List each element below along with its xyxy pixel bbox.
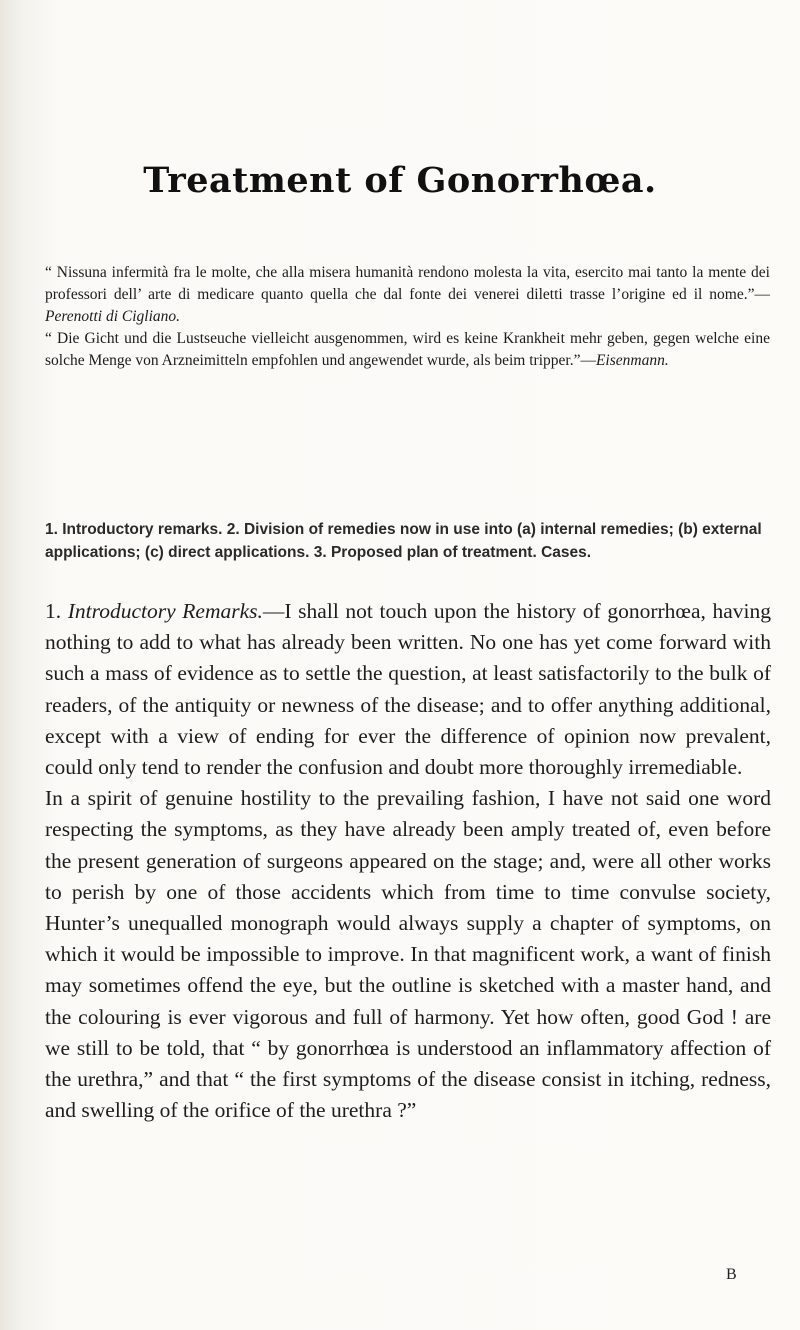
epigraph-german — [45, 328, 770, 372]
paragraph — [45, 596, 771, 783]
section-number: 1. — [45, 599, 62, 623]
chapter-summary: 1. Introductory remarks. 2. Division of remedies now in use into (a) internal remedies; (b) external applications; (c) direct applications. 3. Proposed plan of treatment. Cases. — [45, 521, 762, 561]
epigraph-text: “ Die Gicht und die Lustseuche vielleicht ausgenommen, wird es keine Krankheit mehr geben, gegen welche eine solche Menge von Arzneimitteln empfohlen und angewendet wurde, als beim tripper.”— — [45, 330, 770, 369]
paragraph-text: —I shall not touch upon the history of gonorrhœa, having nothing to add to what has already been written. No one has yet come forward with such a mass of evidence as to settle the question, at least satisfactorily to the bulk of readers, of the antiquity or newness of the disease; and to offer anything additional, except with a view of ending for ever the difference of opinion now prevalent, could only tend to render the confusion and doubt more thoroughly irremediable. — [45, 599, 772, 780]
page-title: Treatment of Gonorrhœa. — [143, 160, 657, 201]
epigraphs — [45, 262, 770, 372]
signature-mark: B — [726, 1266, 737, 1283]
section-heading: Introductory Remarks. — [67, 599, 263, 623]
epigraph-attribution: Perenotti di Cigliano. — [45, 308, 181, 325]
paragraph: In a spirit of genuine hostility to the prevailing fashion, I have not said one word respecting the symptoms, as they have already been amply treated of, even before the present generation of surgeons appeared on the stage; and, were all other works to perish by one of those accidents which from time to time convulse society, Hunter’s unequalled monograph would always supply a chapter of symptoms, on which it would be impossible to improve. In that magnificent work, a want of finish may sometimes offend the eye, but the outline is sketched with a master hand, and the colouring is ever vigorous and full of harmony. Yet how often, good God ! are we still to be told, that “ by gonorrhœa is understood an inflammatory affection of the urethra,” and that “ the first symptoms of the disease consist in itching, redness, and swelling of the orifice of the urethra ?” — [45, 786, 771, 1123]
epigraph-attribution: Eisenmann. — [595, 352, 669, 369]
epigraph-text: “ Nissuna infermità fra le molte, che alla misera humanità rendono molesta la vita, esercito mai tanto la mente dei professori dell’ arte di medicare quanto quella che dal fonte dei venerei diletti trasse l’origine ed il nome.”— — [45, 264, 770, 303]
body-text — [45, 596, 771, 1126]
epigraph-italian — [45, 262, 770, 328]
